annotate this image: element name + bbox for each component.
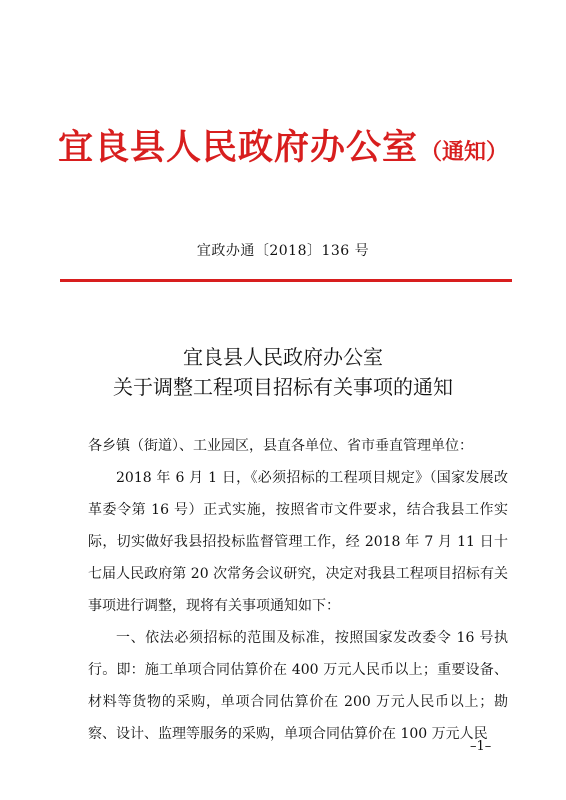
document-number: 宜政办通〔2018〕136 号 bbox=[196, 243, 370, 259]
document-type-tag: （通知） bbox=[420, 139, 509, 165]
issuing-office-title: 宜良县人民政府办公室 bbox=[57, 127, 418, 168]
notice-title bbox=[0, 342, 566, 402]
red-divider-line bbox=[60, 279, 512, 282]
paragraph-2: 一、依法必须招标的范围及标准，按照国家发改委令 16 号执行。即：施工单项合同估算价在 400 万元人民币以上；重要设备、材料等货物的采购，单项合同估算价在 200 万元人民币以上；勘察、设计、监理等服务的采购，单项合同估算价在 100 万元人民 bbox=[88, 630, 508, 742]
document-body bbox=[88, 430, 508, 750]
notice-title-line-2: 关于调整工程项目招标有关事项的通知 bbox=[113, 375, 453, 399]
page-number: –1– bbox=[470, 739, 492, 754]
salutation: 各乡镇（街道）、工业园区，县直各单位、省市垂直管理单位： bbox=[88, 438, 473, 454]
document-header bbox=[0, 120, 566, 170]
paragraph-1: 2018 年 6 月 1 日，《必须招标的工程项目规定》（国家发展改革委令第 16 号）正式实施，按照省市文件要求，结合我县工作实际，切实做好我县招投标监督管理工作，经 2018 年 7 月 11 日十七届人民政府第 20 次常务会议研究，决定对我县工程项目招标有关事项进行调整，现将有关事项通知如下： bbox=[88, 470, 508, 614]
notice-title-line-1: 宜良县人民政府办公室 bbox=[183, 345, 383, 369]
